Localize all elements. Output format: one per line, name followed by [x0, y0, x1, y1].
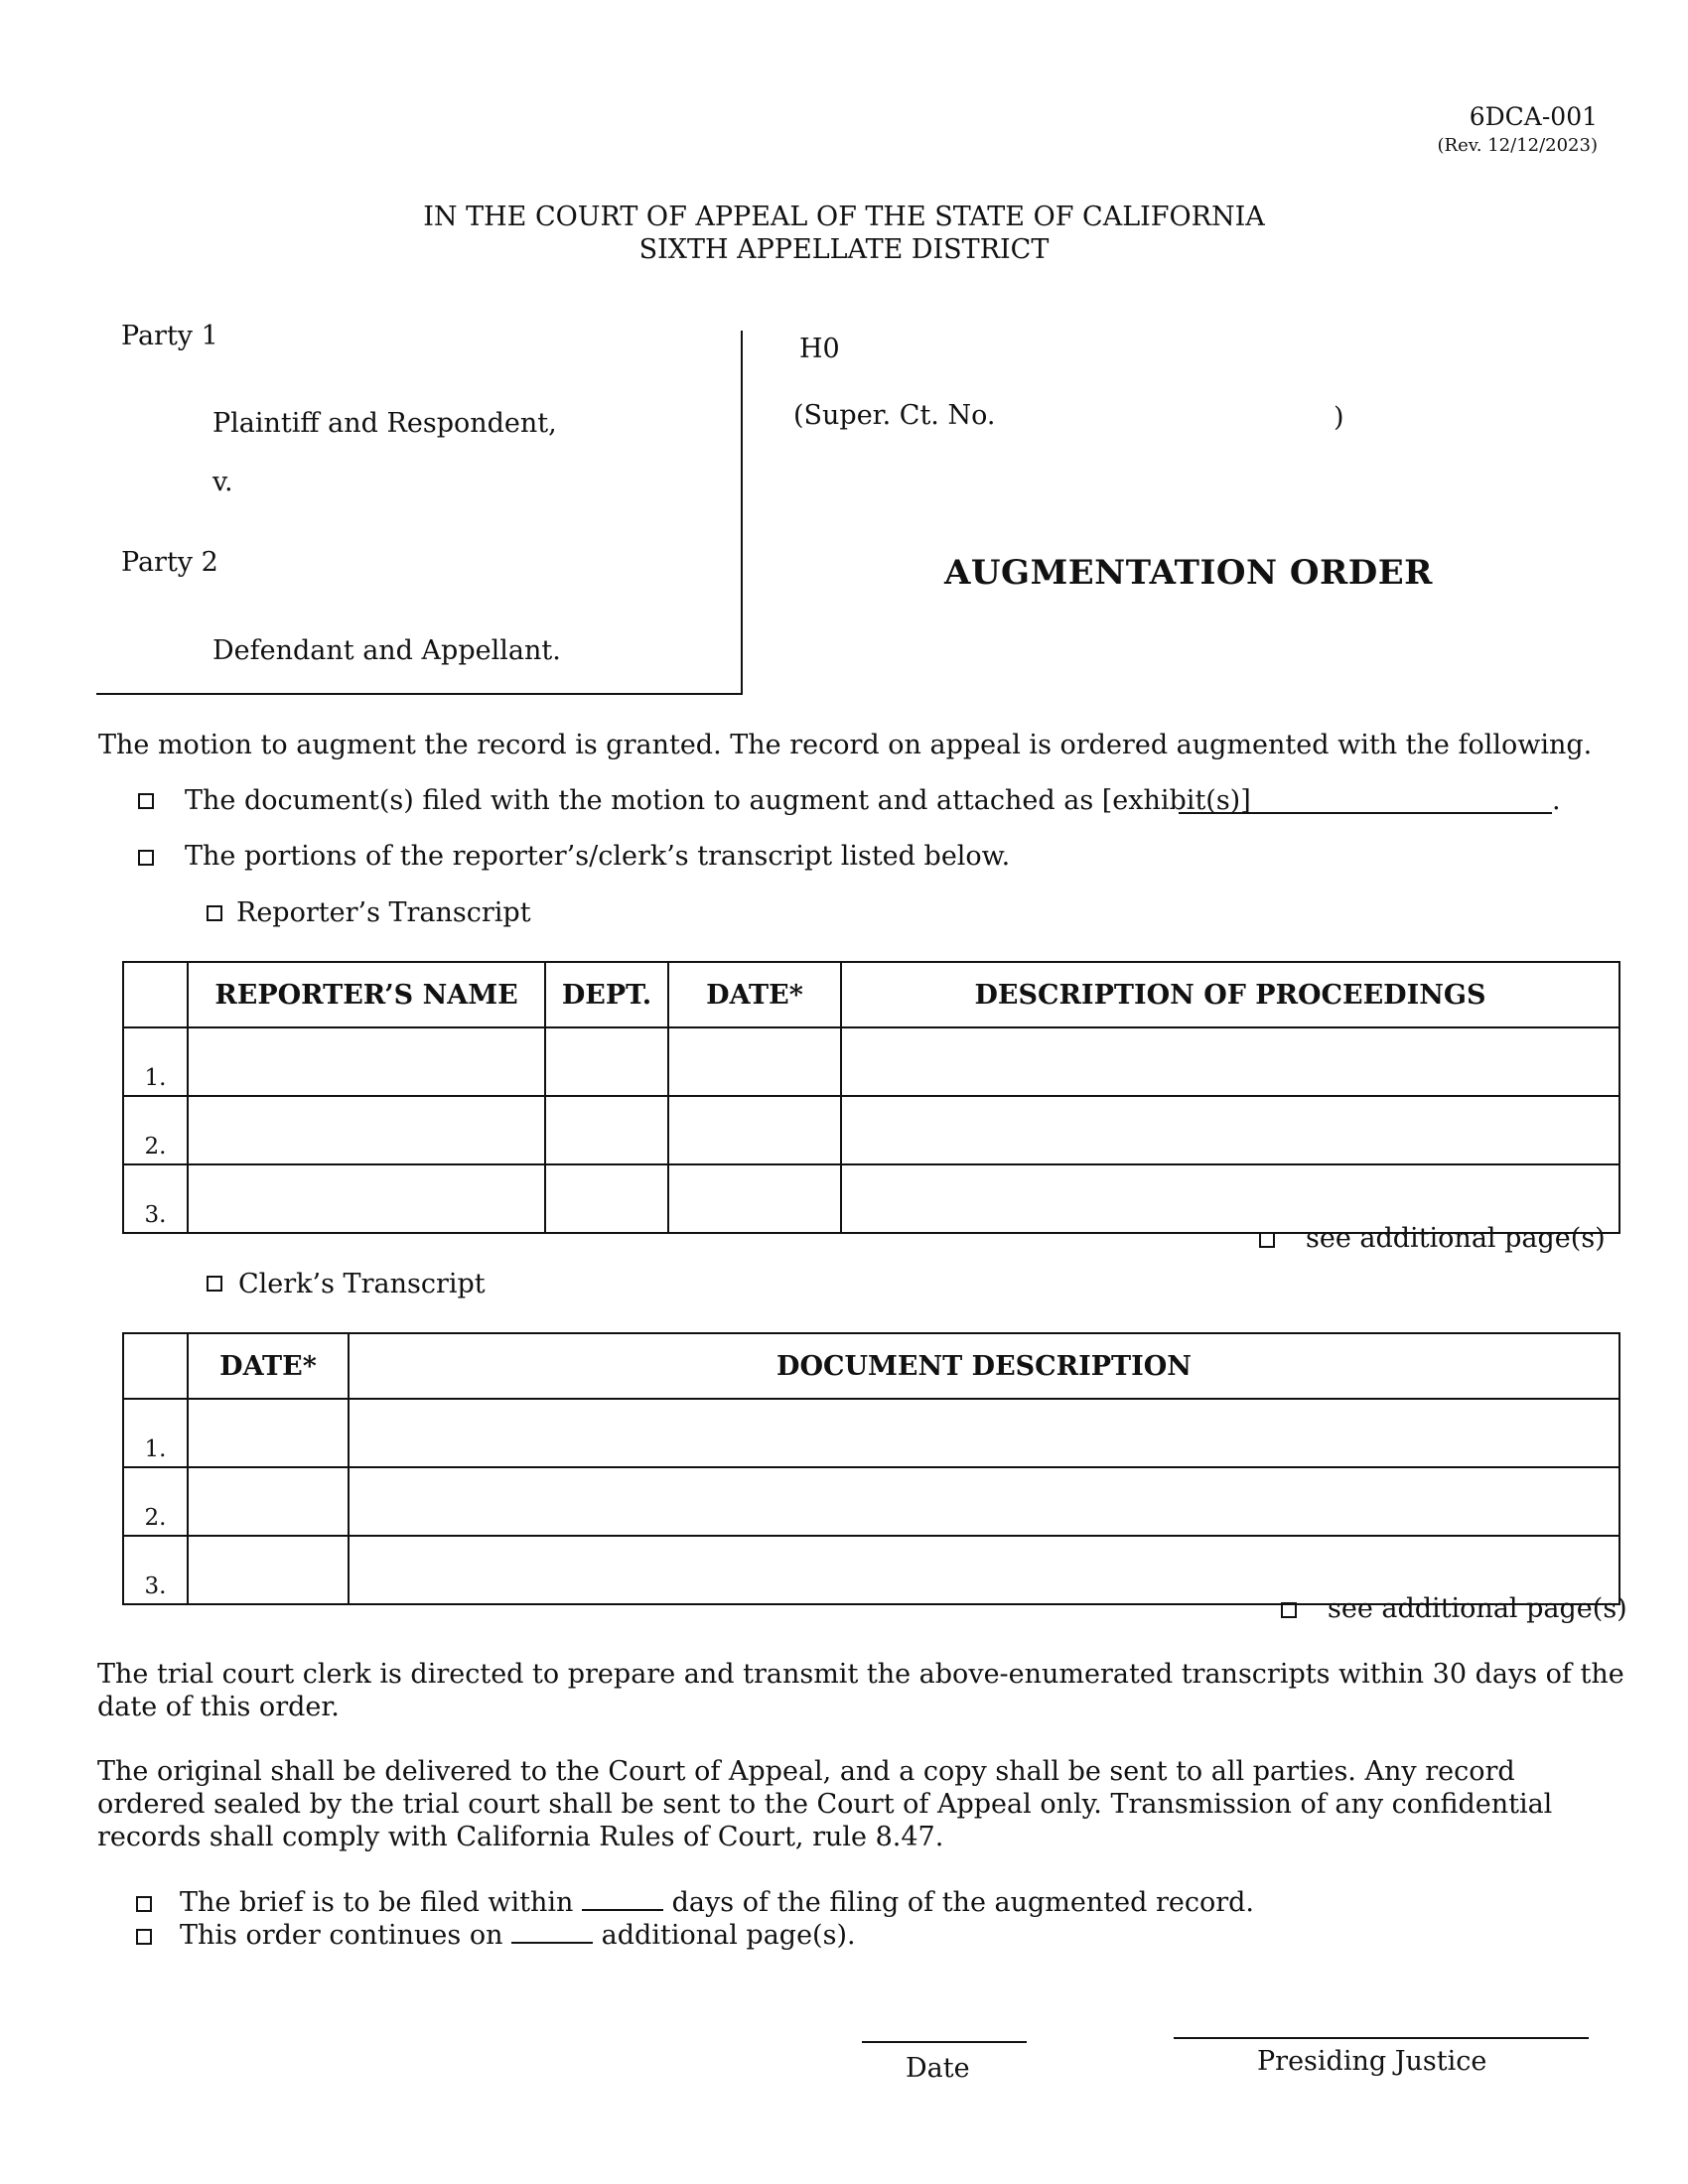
date-cell[interactable] — [668, 1027, 841, 1096]
reporter-transcript-checkbox[interactable] — [207, 905, 222, 921]
form-revision: (Rev. 12/12/2023) — [1437, 135, 1598, 156]
order-title: AUGMENTATION ORDER — [944, 553, 1433, 593]
clerk-table-header — [123, 1333, 1619, 1399]
reporter-header-dept: DEPT. — [545, 962, 668, 1027]
court-district: SIXTH APPELLATE DISTRICT — [638, 234, 1050, 265]
documents-option-period: . — [1552, 785, 1561, 816]
justice-signature-line[interactable] — [1174, 2037, 1589, 2039]
party2-role: Defendant and Appellant. — [212, 635, 561, 666]
row-number: 3. — [123, 1536, 188, 1604]
continues-line — [180, 1920, 856, 1951]
dept-cell[interactable] — [545, 1027, 668, 1096]
clerk-table — [122, 1332, 1620, 1605]
reporter-table-header — [123, 962, 1619, 1027]
document-description-cell[interactable] — [349, 1399, 1619, 1467]
date-cell[interactable] — [188, 1399, 349, 1467]
table-row — [123, 1399, 1619, 1467]
row-number: 2. — [123, 1467, 188, 1536]
party2-name: Party 2 — [121, 547, 218, 578]
intro-text: The motion to augment the record is granted. The record on appeal is ordered augmented with the following. — [98, 730, 1593, 760]
transcript-portions-checkbox[interactable] — [138, 850, 154, 866]
date-label: Date — [906, 2053, 970, 2084]
brief-text-before: The brief is to be filed within — [180, 1887, 574, 1918]
versus: v. — [212, 467, 233, 497]
clerk-header-description: DOCUMENT DESCRIPTION — [349, 1333, 1619, 1399]
clerk-transcript-label: Clerk’s Transcript — [238, 1269, 486, 1299]
reporter-header-number — [123, 962, 188, 1027]
clerk-header-number — [123, 1333, 188, 1399]
dept-cell[interactable] — [545, 1096, 668, 1164]
reporter-name-cell[interactable] — [188, 1096, 545, 1164]
form-number: 6DCA-001 — [1469, 102, 1598, 131]
court-name: IN THE COURT OF APPEAL OF THE STATE OF CALIFORNIA — [423, 202, 1265, 232]
documents-option-text: The document(s) filed with the motion to augment and attached as [exhibit(s)] — [185, 785, 1251, 816]
row-number: 1. — [123, 1399, 188, 1467]
reporter-additional-text: see additional page(s) — [1306, 1223, 1606, 1254]
clerk-transcript-checkbox[interactable] — [207, 1276, 222, 1292]
row-number: 1. — [123, 1027, 188, 1096]
reporter-transcript-label: Reporter’s Transcript — [236, 897, 531, 928]
description-cell[interactable] — [841, 1096, 1619, 1164]
superior-court-close: ) — [1334, 402, 1344, 433]
table-row — [123, 1027, 1619, 1096]
clerk-additional-checkbox[interactable] — [1281, 1602, 1297, 1618]
description-cell[interactable] — [841, 1027, 1619, 1096]
document-description-cell[interactable] — [349, 1467, 1619, 1536]
table-row — [123, 1467, 1619, 1536]
party1-role: Plaintiff and Respondent, — [212, 408, 557, 439]
clerk-header-date: DATE* — [188, 1333, 349, 1399]
clerk-additional-text: see additional page(s) — [1328, 1593, 1627, 1624]
date-cell[interactable] — [668, 1164, 841, 1233]
reporter-header-date: DATE* — [668, 962, 841, 1027]
delivery-paragraph: The original shall be delivered to the Court of Appeal, and a copy shall be sent to all parties. Any record ordered sealed by the trial court shall be sent to the Court of Appeal only. Transmission of any confidential records shall comply with California Rules of Court, rule 8.47. — [97, 1756, 1553, 1852]
row-number: 2. — [123, 1096, 188, 1164]
continues-text-after: additional page(s). — [601, 1920, 856, 1951]
party1-name: Party 1 — [121, 321, 218, 351]
directive-paragraph: The trial court clerk is directed to prepare and transmit the above-enumerated transcripts within 30 days of the date of this order. — [97, 1659, 1624, 1722]
reporter-name-cell[interactable] — [188, 1027, 545, 1096]
reporter-header-name: REPORTER’S NAME — [188, 962, 545, 1027]
row-number: 3. — [123, 1164, 188, 1233]
table-row — [123, 1096, 1619, 1164]
reporter-additional-checkbox[interactable] — [1259, 1232, 1275, 1248]
brief-days-blank[interactable] — [582, 1887, 663, 1911]
caption-divider — [741, 331, 743, 695]
superior-court-label: (Super. Ct. No. — [793, 400, 996, 431]
brief-text-after: days of the filing of the augmented record. — [671, 1887, 1254, 1918]
reporter-table — [122, 961, 1620, 1234]
continues-pages-blank[interactable] — [511, 1920, 593, 1944]
caption-underline — [96, 693, 743, 695]
brief-line — [180, 1887, 1254, 1918]
brief-checkbox[interactable] — [136, 1896, 152, 1912]
date-cell[interactable] — [188, 1467, 349, 1536]
presiding-justice-label: Presiding Justice — [1257, 2046, 1487, 2077]
continues-checkbox[interactable] — [136, 1929, 152, 1945]
continues-text-before: This order continues on — [180, 1920, 503, 1951]
documents-checkbox[interactable] — [138, 793, 154, 809]
date-signature-line[interactable] — [862, 2041, 1027, 2043]
case-number: H0 — [799, 334, 840, 364]
dept-cell[interactable] — [545, 1164, 668, 1233]
exhibit-blank[interactable] — [1179, 812, 1552, 814]
transcript-portions-text: The portions of the reporter’s/clerk’s transcript listed below. — [185, 841, 1011, 872]
date-cell[interactable] — [668, 1096, 841, 1164]
reporter-name-cell[interactable] — [188, 1164, 545, 1233]
date-cell[interactable] — [188, 1536, 349, 1604]
reporter-header-description: DESCRIPTION OF PROCEEDINGS — [841, 962, 1619, 1027]
